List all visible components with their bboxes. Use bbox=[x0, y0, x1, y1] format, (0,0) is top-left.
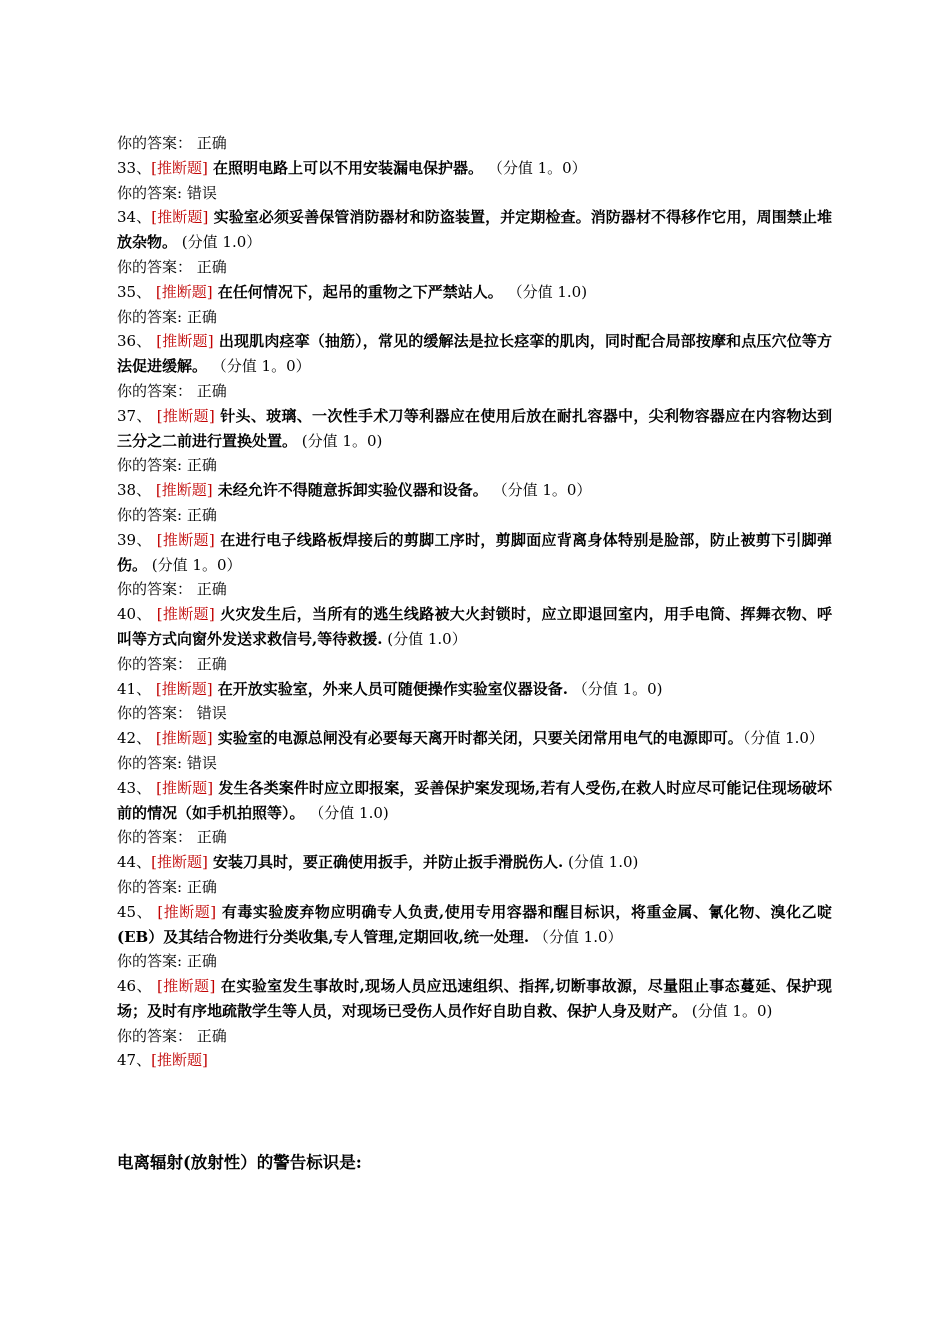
question-stem: 实验室的电源总闸没有必要每天离开时都关闭，只要关闭常用电气的电源即可。 bbox=[212, 729, 743, 748]
question-stem: 发生各类案件时应立即报案，妥善保护案发现场,若有人受伤,在救人时应尽可能记住现场破坏前的情况（如手机拍照等）。 bbox=[117, 778, 832, 822]
question-stem: 在进行电子线路板焊接后的剪脚工序时，剪脚面应背离身体特别是脸部，防止被剪下引脚弹伤。 bbox=[117, 530, 832, 574]
question-type-tag: [推断题] bbox=[151, 853, 208, 872]
question-item bbox=[117, 850, 832, 875]
answer-line: 你的答案： 错误 bbox=[117, 704, 227, 723]
question-type-tag: [推断题] bbox=[156, 530, 215, 549]
question-score: （分值 1.0) bbox=[304, 803, 389, 822]
question-item bbox=[117, 205, 832, 255]
answer-line: 你的答案： 正确 bbox=[117, 580, 227, 599]
answer-line: 你的答案： 正确 bbox=[117, 828, 227, 847]
question-type-tag: [推断题] bbox=[151, 1051, 208, 1070]
question-type-tag: [推断题] bbox=[157, 977, 216, 996]
question-item bbox=[117, 404, 832, 454]
answer-line: 你的答案： 正确 bbox=[117, 654, 227, 673]
question-number: 39、 bbox=[117, 530, 157, 549]
question-item bbox=[117, 776, 832, 826]
question-item bbox=[117, 156, 832, 181]
question-type-tag: [推断题] bbox=[156, 778, 214, 797]
question-item bbox=[117, 602, 832, 652]
question-type-tag: [推断题] bbox=[155, 729, 213, 748]
question-47 bbox=[117, 1048, 832, 1073]
question-score: （分值 1。0） bbox=[487, 481, 592, 500]
answer-line: 你的答案： 正确 bbox=[117, 381, 227, 400]
answer-line: 你的答案： 正确 bbox=[117, 1026, 227, 1045]
answer-line: 你的答案： 正确 bbox=[117, 257, 227, 276]
answer-line: 你的答案: 正确 bbox=[117, 505, 217, 524]
question-type-tag: [推断题] bbox=[156, 605, 215, 624]
question-item bbox=[117, 478, 832, 503]
question-type-tag: [推断题] bbox=[151, 158, 208, 177]
question-item bbox=[117, 329, 832, 379]
question-score: (分值 1。0) bbox=[297, 431, 383, 450]
question-item bbox=[117, 677, 832, 702]
answer-line: 你的答案: 正确 bbox=[117, 877, 217, 896]
answer-line: 你的答案: 错误 bbox=[117, 753, 217, 772]
question-stem: 在照明电路上可以不用安装漏电保护器。 bbox=[207, 158, 484, 177]
question-score: （分值 1.0） bbox=[529, 927, 623, 946]
question-number: 40、 bbox=[117, 605, 157, 624]
question-type-tag: [推断题] bbox=[155, 481, 213, 500]
question-item bbox=[117, 900, 832, 950]
answer-line: 你的答案: 正确 bbox=[117, 307, 217, 326]
question-stem: 在实验室发生事故时,现场人员应迅速组织、指挥,切断事故源，尽量阻止事态蔓延、保护现场；及时有序地疏散学生等人员，对现场已受伤人员作好自助自救、保护人身及财产。 bbox=[117, 977, 832, 1020]
question-type-tag: [推断题] bbox=[155, 679, 213, 698]
question-stem: 出现肌肉痉挛（抽筋），常见的缓解法是拉长痉挛的肌肉，同时配合局部按摩和点压穴位等方法促进缓解。 bbox=[117, 332, 832, 376]
question-score: （分值 1。0） bbox=[483, 158, 587, 177]
question-number: 36、 bbox=[117, 332, 157, 351]
answer-line: 你的答案: 正确 bbox=[117, 952, 217, 971]
question-number: 44、 bbox=[117, 853, 152, 872]
question-number: 37、 bbox=[117, 406, 157, 425]
question-type-tag: [推断题] bbox=[156, 332, 214, 351]
document-body bbox=[117, 131, 832, 1073]
question-stem: 有毒实验废弃物应明确专人负责,使用专用容器和醒目标识，将重金属、氰化物、溴化乙啶(EB）及其结合物进行分类收集,专人管理,定期回收,统一处理. bbox=[117, 902, 832, 946]
question-score: （分值 1。0） bbox=[207, 357, 311, 376]
question-number: 38、 bbox=[117, 481, 156, 500]
section-heading: 电离辐射(放射性）的警告标识是: bbox=[117, 1153, 362, 1172]
question-number: 35、 bbox=[117, 282, 156, 301]
question-item bbox=[117, 726, 832, 751]
question-number: 33、 bbox=[117, 158, 152, 177]
question-score: (分值 1。0） bbox=[147, 555, 242, 574]
question-number: 42、 bbox=[117, 729, 156, 748]
question-item bbox=[117, 974, 832, 1024]
question-number: 43、 bbox=[117, 778, 157, 797]
answer-line: 你的答案: 正确 bbox=[117, 456, 217, 475]
question-stem: 在任何情况下，起吊的重物之下严禁站人。 bbox=[212, 282, 503, 301]
question-number: 34、 bbox=[117, 208, 152, 227]
question-number: 41、 bbox=[117, 679, 156, 698]
question-number: 46、 bbox=[117, 977, 158, 996]
question-score: (分值 1.0） bbox=[177, 233, 262, 252]
answer-line: 你的答案： 正确 bbox=[117, 134, 227, 152]
question-score: （分值 1.0) bbox=[502, 282, 588, 301]
question-type-tag: [推断题] bbox=[156, 406, 215, 425]
question-number: 45、 bbox=[117, 902, 158, 921]
question-item bbox=[117, 280, 832, 305]
question-list bbox=[117, 156, 832, 1049]
question-score: (分值 1.0） bbox=[382, 629, 467, 648]
question-score: (分值 1。0) bbox=[687, 1001, 773, 1020]
answer-line: 你的答案: 错误 bbox=[117, 183, 217, 202]
question-score: (分值 1.0) bbox=[563, 853, 639, 872]
question-item bbox=[117, 528, 832, 578]
question-score: （分值 1。0) bbox=[568, 679, 663, 698]
question-stem: 实验室必须妥善保管消防器材和防盗装置，并定期检查。消防器材不得移作它用，周围禁止堆放杂物。 bbox=[117, 208, 832, 252]
question-type-tag: [推断题] bbox=[151, 208, 209, 227]
question-stem: 针头、玻璃、一次性手术刀等利器应在使用后放在耐扎容器中，尖利物容器应在内容物达到三分之二前进行置换处置。 bbox=[117, 406, 832, 450]
question-number: 47、 bbox=[117, 1051, 152, 1070]
question-type-tag: [推断题] bbox=[157, 902, 217, 921]
question-stem: 未经允许不得随意拆卸实验仪器和设备。 bbox=[212, 481, 488, 500]
question-type-tag: [推断题] bbox=[155, 282, 213, 301]
question-stem: 在开放实验室，外来人员可随便操作实验室仪器设备. bbox=[212, 679, 569, 698]
question-stem: 安装刀具时，要正确使用扳手，并防止扳手滑脱伤人. bbox=[207, 853, 564, 872]
question-score: （分值 1.0） bbox=[742, 729, 824, 748]
question-stem: 火灾发生后，当所有的逃生线路被大火封锁时，应立即退回室内，用手电筒、挥舞衣物、呼叫等方式向窗外发送求救信号,等待救援. bbox=[117, 605, 832, 648]
